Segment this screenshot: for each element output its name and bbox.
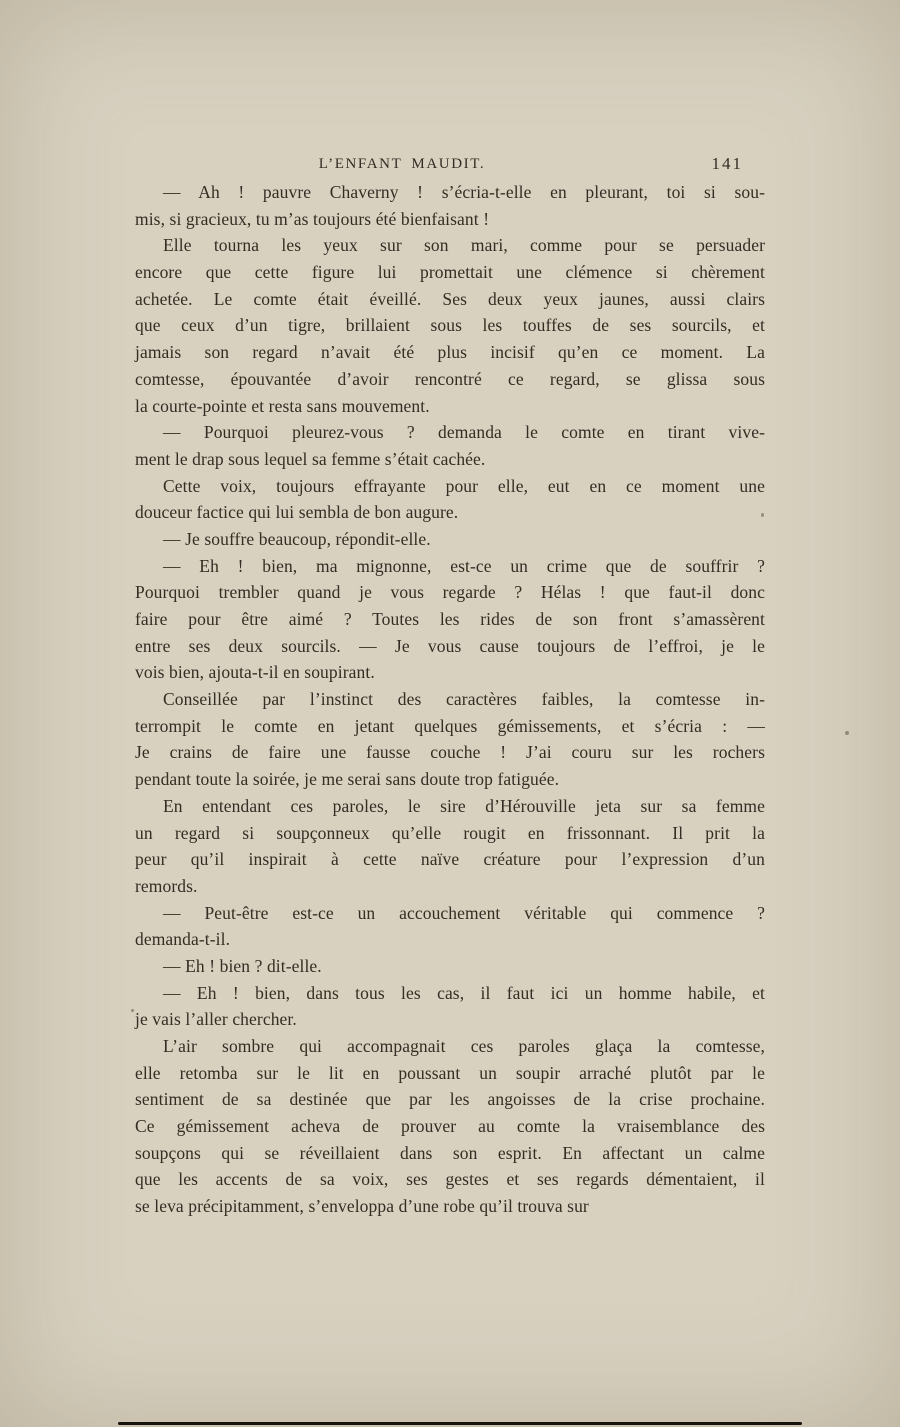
text-line: Ce gémissement acheva de prouver au comte la vraisemblance des xyxy=(135,1116,765,1137)
text-line: L’air sombre qui accompagnait ces paroles glaça la comtesse, xyxy=(163,1036,765,1056)
text-line: elle retomba sur le lit en poussant un soupir arraché plutôt par le xyxy=(135,1062,765,1083)
text-line: je vais l’aller chercher. xyxy=(135,1009,297,1030)
text-line: — Eh ! bien ? dit-elle. xyxy=(163,955,322,976)
text-line: douceur factice qui lui sembla de bon augure. xyxy=(135,502,459,523)
text-line: faire pour être aimé ? Toutes les rides de son front s’amassèrent xyxy=(135,609,765,629)
text-line: terrompit le comte en jetant quelques gémissements, et s’écria : — xyxy=(135,715,765,736)
text-line: Je crains de faire une fausse couche ! J’ai couru sur les rochers xyxy=(135,742,765,763)
text-line: — Peut-être est-ce un accouchement véritable qui commence ? xyxy=(163,902,765,923)
text-line: un regard si soupçonneux qu’elle rougit en frissonnant. Il prit la xyxy=(135,822,765,843)
text-line: remords. xyxy=(135,875,198,896)
text-line: — Eh ! bien, ma mignonne, est-ce un crime que de souffrir ? xyxy=(163,555,765,576)
text-line: Pourquoi trembler quand je vous regarde ? Hélas ! que faut-il donc xyxy=(135,582,765,603)
page-number: 141 xyxy=(711,154,743,173)
text-line: Elle tourna les yeux sur son mari, comme pour se persuader xyxy=(163,235,765,256)
text-line: la courte-pointe et resta sans mouvement. xyxy=(135,395,430,416)
text-line: — Eh ! bien, dans tous les cas, il faut ici un homme habile, et xyxy=(163,982,765,1003)
text-line: ment le drap sous lequel sa femme s’était cachée. xyxy=(135,448,486,469)
text-line: Conseillée par l’instinct des caractères faibles, la comtesse in- xyxy=(163,689,765,710)
text-line: soupçons qui se réveillaient dans son esprit. En affectant un calme xyxy=(135,1142,765,1163)
text-line: comtesse, épouvantée d’avoir rencontré ce regard, se glissa sous xyxy=(135,368,765,389)
text-line: sentiment de sa destinée que par les angoisses de la crise prochaine. xyxy=(135,1089,765,1110)
text-line: entre ses deux sourcils. — Je vous cause toujours de l’effroi, je le xyxy=(135,635,765,656)
text-line: vois bien, ajouta-t-il en soupirant. xyxy=(135,662,375,683)
text-line: — Pourquoi pleurez-vous ? demanda le comte en tirant vive- xyxy=(163,422,765,443)
scan-artifact-bottom-bar xyxy=(118,1422,802,1425)
text-line: peur qu’il inspirait à cette naïve créature pour l’expression d’un xyxy=(135,849,765,870)
text-line: En entendant ces paroles, le sire d’Hérouville jeta sur sa femme xyxy=(163,795,765,816)
text-line: pendant toute la soirée, je me serai sans doute trop fatiguée. xyxy=(135,769,560,790)
scan-speck xyxy=(761,513,764,517)
text-line: — Ah ! pauvre Chaverny ! s’écria-t-elle en pleurant, toi si sou- xyxy=(163,182,765,202)
text-line: Cette voix, toujours effrayante pour elle, eut en ce moment une xyxy=(163,475,765,496)
text-line: mis, si gracieux, tu m’as toujours été bienfaisant ! xyxy=(135,208,490,229)
text-line: que ceux d’un tigre, brillaient sous les touffes de ses sourcils, et xyxy=(135,315,765,336)
text-line: jamais son regard n’avait été plus incisif qu’en ce moment. La xyxy=(135,342,765,363)
running-title: L’ENFANT MAUDIT. xyxy=(318,156,486,172)
text-line: achetée. Le comte était éveillé. Ses deux yeux jaunes, aussi clairs xyxy=(135,288,765,309)
text-line: — Je souffre beaucoup, répondit-elle. xyxy=(163,528,431,549)
scan-speck xyxy=(131,1009,134,1012)
text-line: demanda-t-il. xyxy=(135,929,231,950)
scan-speck xyxy=(845,731,849,735)
page-body xyxy=(135,179,765,1220)
text-line: que les accents de sa voix, ses gestes et ses regards démentaient, il xyxy=(135,1169,765,1190)
page-header xyxy=(135,154,765,180)
text-line: se leva précipitamment, s’enveloppa d’une robe qu’il trouva sur xyxy=(135,1196,589,1217)
text-line: encore que cette figure lui promettait une clémence si chèrement xyxy=(135,262,765,283)
